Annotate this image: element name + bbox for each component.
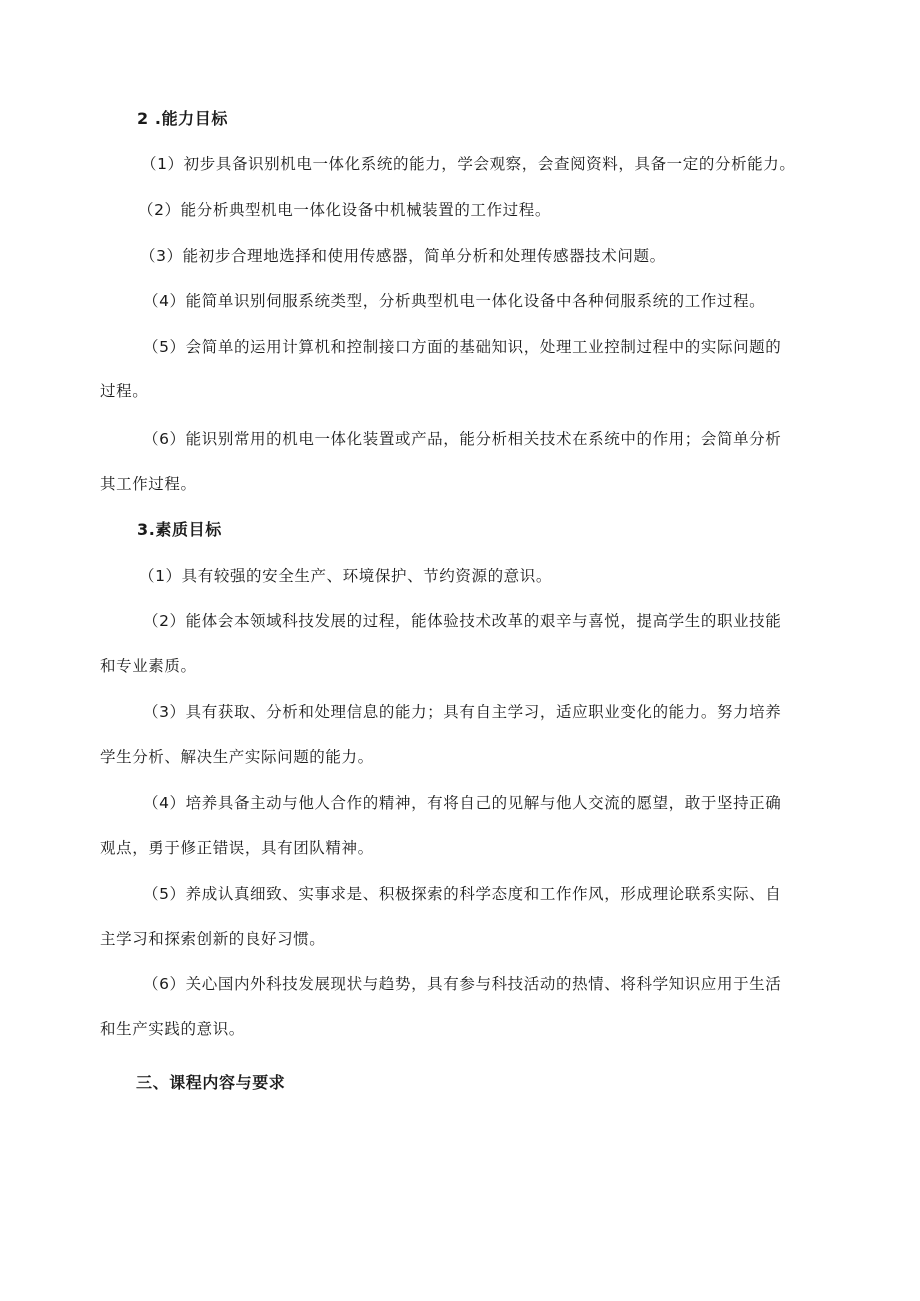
- ability-item-6-line-1: （6）能识别常用的机电一体化装置或产品，能分析相关技术在系统中的作用；会简单分析: [143, 430, 782, 448]
- section-heading-course-content: 三、课程内容与要求: [136, 1073, 286, 1092]
- quality-item-4-line-2: 观点，勇于修正错误，具有团队精神。: [100, 839, 374, 857]
- ability-item-3-line-1: （3）能初步合理地选择和使用传感器，简单分析和处理传感器技术问题。: [140, 247, 666, 265]
- quality-item-6-line-2: 和生产实践的意识。: [100, 1020, 245, 1038]
- ability-item-4-line-1: （4）能简单识别伺服系统类型，分析典型机电一体化设备中各种伺服系统的工作过程。: [143, 292, 766, 310]
- quality-item-3-line-2: 学生分析、解决生产实际问题的能力。: [100, 748, 374, 766]
- ability-item-5-line-2: 过程。: [100, 382, 149, 400]
- section-heading-quality: 3.素质目标: [137, 520, 222, 539]
- quality-item-3-line-1: （3）具有获取、分析和处理信息的能力；具有自主学习，适应职业变化的能力。努力培养: [143, 703, 782, 721]
- ability-item-5-line-1: （5）会简单的运用计算机和控制接口方面的基础知识，处理工业控制过程中的实际问题的: [143, 338, 782, 356]
- quality-item-4-line-1: （4）培养具备主动与他人合作的精神，有将自己的见解与他人交流的愿望，敢于坚持正确: [143, 794, 782, 812]
- quality-item-2-line-2: 和专业素质。: [100, 657, 197, 675]
- quality-item-5-line-2: 主学习和探索创新的良好习惯。: [100, 930, 326, 948]
- quality-item-1-line-1: （1）具有较强的安全生产、环境保护、节约资源的意识。: [139, 567, 552, 585]
- section-heading-ability: 2 .能力目标: [137, 109, 228, 128]
- quality-item-6-line-1: （6）关心国内外科技发展现状与趋势，具有参与科技活动的热情、将科学知识应用于生活: [143, 975, 782, 993]
- ability-item-6-line-2: 其工作过程。: [100, 475, 197, 493]
- ability-item-1-line-1: （1）初步具备识别机电一体化系统的能力，学会观察，会查阅资料，具备一定的分析能力。: [141, 155, 796, 173]
- quality-item-5-line-1: （5）养成认真细致、实事求是、积极探索的科学态度和工作作风，形成理论联系实际、自: [143, 885, 782, 903]
- quality-item-2-line-1: （2）能体会本领域科技发展的过程，能体验技术改革的艰辛与喜悦，提高学生的职业技能: [143, 612, 782, 630]
- ability-item-2-line-1: （2）能分析典型机电一体化设备中机械装置的工作过程。: [138, 201, 551, 219]
